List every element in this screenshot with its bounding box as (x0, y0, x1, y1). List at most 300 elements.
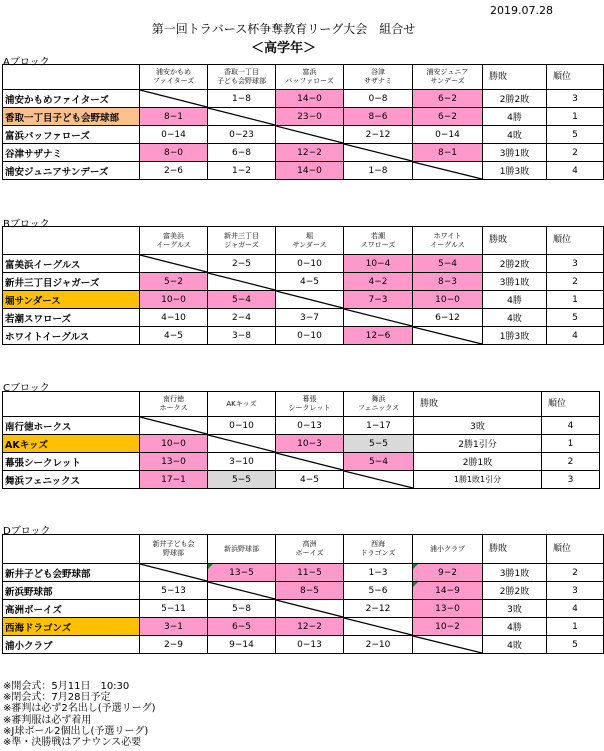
record-cell: 4勝 (483, 618, 547, 636)
block-c-label: Cブロック (3, 383, 50, 394)
score-cell (140, 291, 208, 309)
score-cell (208, 126, 276, 144)
rank-cell: 2 (547, 564, 604, 582)
score-text: 0−8 (368, 93, 388, 104)
score-cell (276, 144, 344, 162)
diagonal-line (208, 435, 275, 452)
record-cell: 2勝2敗 (483, 90, 547, 108)
score-text: 3−7 (300, 312, 319, 323)
score-cell (344, 126, 413, 144)
score-text: 10−3 (297, 438, 322, 449)
score-cell (208, 600, 276, 618)
diagonal-cell (413, 636, 483, 654)
score-cell (276, 90, 344, 108)
rank-cell: 1 (547, 618, 604, 636)
column-header: 幕張 シークレット (276, 392, 344, 417)
score-text: 2−10 (365, 639, 391, 650)
score-text: 0−10 (297, 330, 322, 341)
record-cell: 1勝1敗1引分 (414, 471, 542, 489)
note-line: ※J球ボール2個出し(予選リーグ) (3, 725, 149, 737)
table-row (3, 618, 604, 636)
record-cell: 2勝1引分 (414, 435, 542, 453)
table-row (3, 108, 604, 126)
score-text: 4−5 (300, 276, 319, 287)
score-cell (208, 309, 276, 327)
page-title: 第一回トラバース杯争奪教育リーグ大会 組合せ (151, 22, 416, 36)
team-name: 浦小クラブ (3, 636, 140, 654)
score-cell (344, 417, 414, 435)
score-cell (344, 636, 413, 654)
record-cell: 3敗 (483, 600, 547, 618)
page-subtitle: ＜高学年＞ (250, 41, 316, 56)
column-header: 新井三丁目 ジャガーズ (208, 227, 276, 255)
score-cell (344, 453, 414, 471)
score-text: 0−14 (161, 129, 186, 140)
table-row (3, 564, 604, 582)
table-row (3, 435, 600, 453)
diagonal-line (276, 453, 343, 470)
score-text: 10−4 (365, 258, 391, 269)
diagonal-line (140, 417, 207, 434)
rank-cell: 5 (547, 636, 604, 654)
record-header: 勝敗 (483, 65, 547, 90)
score-text: 4−5 (164, 330, 183, 341)
score-text: 8−3 (438, 276, 457, 287)
score-text: 5−8 (232, 603, 251, 614)
team-name: 新井子ども会野球部 (3, 564, 140, 582)
diagonal-cell (208, 273, 276, 291)
score-cell (140, 126, 208, 144)
score-cell (276, 471, 344, 489)
score-text: 1−8 (368, 165, 388, 176)
date-label: 2019.07.28 (490, 4, 553, 17)
score-text: 10−0 (161, 438, 186, 449)
score-cell (276, 108, 344, 126)
score-text: 5−11 (161, 603, 186, 614)
score-cell (413, 108, 483, 126)
rank-cell: 4 (547, 162, 604, 180)
score-cell (208, 162, 276, 180)
score-cell (140, 144, 208, 162)
score-text: 13−0 (435, 603, 460, 614)
diagonal-line (413, 327, 482, 344)
header-corner (3, 535, 140, 564)
block-b-label: Bブロック (3, 219, 50, 230)
diagonal-cell (140, 255, 208, 273)
score-cell (140, 327, 208, 345)
diagonal-cell (208, 108, 276, 126)
team-name: 西海ドラゴンズ (3, 618, 140, 636)
score-cell (208, 453, 276, 471)
rank-cell: 3 (547, 90, 604, 108)
score-text: 5−5 (232, 474, 251, 485)
score-cell (276, 636, 344, 654)
score-text: 4−2 (368, 276, 388, 287)
score-cell (276, 618, 344, 636)
column-header: 新井子ども会 野球部 (140, 535, 208, 564)
note-line: ※開会式：5月11日 10:30 (3, 681, 130, 692)
diagonal-cell (140, 417, 208, 435)
team-name: 新浜野球部 (3, 582, 140, 600)
diagonal-line (208, 582, 275, 599)
column-header: 谷津 サザナミ (344, 65, 413, 90)
score-text: 23−0 (297, 111, 322, 122)
score-cell (344, 291, 413, 309)
team-name: 南行徳ホークス (3, 417, 140, 435)
score-text: 2−12 (365, 603, 391, 614)
rank-cell: 1 (542, 435, 600, 453)
header-corner (3, 65, 140, 90)
score-text: 2−12 (365, 129, 391, 140)
record-cell: 4勝 (483, 108, 547, 126)
block-a-table (2, 64, 604, 180)
score-cell (140, 162, 208, 180)
diagonal-cell (344, 471, 414, 489)
block-d-label: Dブロック (3, 526, 51, 537)
table-row (3, 273, 604, 291)
score-text: 5−4 (369, 456, 388, 467)
score-cell (208, 327, 276, 345)
column-header: 浦安ジュニア サンデーズ (413, 65, 483, 90)
score-cell (344, 435, 414, 453)
score-cell (140, 582, 208, 600)
block-b-table (2, 226, 604, 345)
team-name: 幕張シークレット (3, 453, 140, 471)
team-name: 谷津サザナミ (3, 144, 140, 162)
column-header: 南行徳 ホークス (140, 392, 208, 417)
score-cell (276, 255, 344, 273)
score-text: 5−13 (161, 585, 186, 596)
column-header: 西海 ドラゴンズ (344, 535, 413, 564)
score-text: 10−0 (435, 294, 460, 305)
note-line: ※準・決勝戦はアナウンス必要 (3, 737, 142, 749)
score-text: 13−5 (229, 567, 254, 578)
score-text: 6−8 (232, 147, 251, 158)
team-name: 新井三丁目ジャガーズ (3, 273, 140, 291)
header-corner (3, 227, 140, 255)
score-cell (413, 582, 483, 600)
corner-mark (208, 564, 213, 569)
score-text: 1−2 (232, 165, 251, 176)
score-cell (208, 417, 276, 435)
score-cell (208, 636, 276, 654)
score-cell (344, 255, 413, 273)
score-text: 3−8 (232, 330, 251, 341)
score-text: 3−1 (164, 621, 183, 632)
score-cell (344, 108, 413, 126)
score-cell (276, 417, 344, 435)
score-text: 2−6 (164, 165, 183, 176)
rank-cell: 5 (547, 309, 604, 327)
column-header: 舞浜 フェニックス (344, 392, 414, 417)
diagonal-line (413, 636, 482, 653)
column-header: 新浜野球部 (208, 535, 276, 564)
note-line: ※審判服は必ず着用 (3, 714, 92, 726)
team-name: 富浜バッファローズ (3, 126, 140, 144)
rank-cell: 4 (547, 600, 604, 618)
diagonal-line (344, 309, 412, 326)
score-cell (140, 600, 208, 618)
column-header: 浦安かもめ ファイターズ (140, 65, 208, 90)
score-text: 0−10 (297, 258, 322, 269)
rank-header: 順位 (547, 65, 604, 90)
diagonal-cell (344, 618, 413, 636)
score-text: 6−5 (232, 621, 251, 632)
header-row (3, 535, 604, 564)
diagonal-line (140, 90, 207, 107)
diagonal-cell (276, 291, 344, 309)
record-cell: 4敗 (483, 126, 547, 144)
team-name: 舞浜フェニックス (3, 471, 140, 489)
table-row (3, 90, 604, 108)
table-row (3, 327, 604, 345)
score-text: 3−10 (229, 456, 254, 467)
table-row (3, 126, 604, 144)
record-header: 勝敗 (483, 227, 547, 255)
team-name: 浦安ジュニアサンデーズ (3, 162, 140, 180)
score-text: 8−6 (368, 111, 388, 122)
score-text: 4−10 (161, 312, 186, 323)
record-cell: 4勝 (483, 291, 547, 309)
record-cell: 2勝1敗 (414, 453, 542, 471)
header-row (3, 227, 604, 255)
rank-cell: 2 (542, 453, 600, 471)
score-cell (344, 327, 413, 345)
table-row (3, 582, 604, 600)
score-cell (276, 309, 344, 327)
score-cell (140, 471, 208, 489)
score-cell (413, 144, 483, 162)
column-header: 浦小クラブ (413, 535, 483, 564)
score-text: 5−5 (369, 438, 388, 449)
score-cell (344, 600, 413, 618)
score-cell (276, 582, 344, 600)
score-cell (140, 108, 208, 126)
rank-header: 順位 (542, 392, 600, 417)
score-text: 5−4 (232, 294, 251, 305)
note-line: ※閉会式：7月28日予定 (3, 692, 111, 704)
score-text: 8−1 (438, 147, 457, 158)
rank-cell: 3 (547, 582, 604, 600)
score-text: 8−0 (164, 147, 183, 158)
team-name: 堀サンダース (3, 291, 140, 309)
score-cell (344, 273, 413, 291)
score-cell (276, 327, 344, 345)
table-row (3, 417, 600, 435)
score-text: 8−1 (164, 111, 183, 122)
rank-cell: 3 (547, 255, 604, 273)
score-text: 12−6 (365, 330, 391, 341)
score-text: 14−9 (435, 585, 460, 596)
record-cell: 3勝1敗 (483, 144, 547, 162)
score-cell (140, 618, 208, 636)
score-text: 0−13 (297, 639, 322, 650)
score-cell (208, 90, 276, 108)
record-cell: 4敗 (483, 309, 547, 327)
table-row (3, 162, 604, 180)
diagonal-line (276, 291, 343, 308)
diagonal-cell (413, 162, 483, 180)
score-text: 0−14 (435, 129, 460, 140)
score-text: 13−0 (161, 456, 186, 467)
score-cell (208, 291, 276, 309)
diagonal-cell (276, 453, 344, 471)
score-cell (344, 162, 413, 180)
diagonal-line (344, 144, 412, 161)
diagonal-line (208, 108, 275, 125)
score-text: 10−2 (435, 621, 460, 632)
diagonal-cell (413, 327, 483, 345)
rank-cell: 2 (547, 144, 604, 162)
team-name: AKキッズ (3, 435, 140, 453)
record-cell: 1勝3敗 (483, 162, 547, 180)
score-cell (140, 453, 208, 471)
score-cell (276, 273, 344, 291)
score-text: 1−8 (232, 93, 251, 104)
score-text: 12−2 (297, 147, 322, 158)
column-header: AKキッズ (208, 392, 276, 417)
diagonal-cell (276, 600, 344, 618)
score-cell (413, 618, 483, 636)
rank-cell: 4 (547, 327, 604, 345)
column-header: 若潮 スワローズ (344, 227, 413, 255)
record-cell: 1勝3敗 (483, 327, 547, 345)
record-cell: 2勝2敗 (483, 582, 547, 600)
score-text: 5−6 (368, 585, 388, 596)
block-a-label: Aブロック (3, 57, 50, 68)
diagonal-cell (140, 564, 208, 582)
rank-cell: 5 (547, 126, 604, 144)
score-text: 0−13 (297, 420, 322, 431)
score-cell (413, 309, 483, 327)
header-row (3, 392, 600, 417)
score-cell (208, 471, 276, 489)
score-cell (208, 618, 276, 636)
score-cell (413, 273, 483, 291)
header-row (3, 65, 604, 90)
table-row (3, 291, 604, 309)
score-text: 6−12 (435, 312, 460, 323)
header-corner (3, 392, 140, 417)
rank-cell: 3 (542, 471, 600, 489)
score-text: 1−17 (366, 420, 391, 431)
score-cell (413, 255, 483, 273)
column-header: 堀 サンダース (276, 227, 344, 255)
score-text: 5−2 (164, 276, 183, 287)
corner-mark (413, 564, 418, 569)
score-cell (344, 582, 413, 600)
score-cell (208, 255, 276, 273)
team-name: 若潮スワローズ (3, 309, 140, 327)
score-cell (413, 291, 483, 309)
score-cell (208, 564, 276, 582)
score-text: 14−0 (297, 93, 322, 104)
team-name: 香取一丁目子ども会野球部 (3, 108, 140, 126)
record-cell: 3敗 (414, 417, 542, 435)
score-cell (140, 309, 208, 327)
score-text: 11−5 (297, 567, 322, 578)
rank-header: 順位 (547, 227, 604, 255)
diagonal-cell (344, 144, 413, 162)
score-text: 9−14 (229, 639, 254, 650)
record-cell: 2勝2敗 (483, 255, 547, 273)
diagonal-cell (140, 90, 208, 108)
record-cell: 3勝1敗 (483, 564, 547, 582)
record-cell: 3勝1敗 (483, 273, 547, 291)
record-header: 勝敗 (414, 392, 542, 417)
score-text: 9−2 (438, 567, 457, 578)
score-text: 7−3 (368, 294, 388, 305)
diagonal-line (208, 273, 275, 290)
table-row (3, 309, 604, 327)
diagonal-cell (276, 126, 344, 144)
score-cell (413, 90, 483, 108)
corner-mark (413, 582, 418, 587)
score-cell (413, 564, 483, 582)
score-cell (208, 144, 276, 162)
team-name: ホワイトイーグルス (3, 327, 140, 345)
score-text: 0−10 (229, 420, 254, 431)
score-text: 6−2 (438, 93, 457, 104)
team-name: 高洲ボーイズ (3, 600, 140, 618)
notes-list (3, 681, 156, 748)
rank-cell: 2 (547, 273, 604, 291)
score-text: 12−2 (297, 621, 322, 632)
score-text: 8−5 (300, 585, 319, 596)
diagonal-cell (208, 582, 276, 600)
column-header: 高洲 ボーイズ (276, 535, 344, 564)
table-row (3, 636, 604, 654)
score-cell (413, 600, 483, 618)
diagonal-cell (208, 435, 276, 453)
table-row (3, 144, 604, 162)
score-cell (140, 273, 208, 291)
score-text: 0−23 (229, 129, 254, 140)
column-header: 富浜 バッファローズ (276, 65, 344, 90)
block-d-table (2, 534, 604, 654)
score-cell (140, 435, 208, 453)
block-c-table (2, 391, 600, 489)
score-cell (344, 564, 413, 582)
rank-cell: 1 (547, 108, 604, 126)
score-cell (276, 162, 344, 180)
team-name: 浦安かもめファイターズ (3, 90, 140, 108)
score-text: 2−9 (164, 639, 183, 650)
score-text: 17−1 (161, 474, 186, 485)
score-cell (344, 90, 413, 108)
score-text: 10−0 (161, 294, 186, 305)
score-text: 5−4 (438, 258, 457, 269)
table-row (3, 600, 604, 618)
score-text: 4−5 (300, 474, 319, 485)
score-text: 6−2 (438, 111, 457, 122)
diagonal-line (413, 162, 482, 179)
rank-header: 順位 (547, 535, 604, 564)
diagonal-line (344, 618, 412, 635)
diagonal-line (276, 126, 343, 143)
score-text: 1−3 (368, 567, 388, 578)
column-header: 富美浜 イーグルス (140, 227, 208, 255)
score-text: 14−0 (297, 165, 322, 176)
table-row (3, 255, 604, 273)
score-cell (413, 126, 483, 144)
diagonal-line (344, 471, 413, 488)
score-cell (140, 636, 208, 654)
diagonal-cell (344, 309, 413, 327)
score-cell (276, 435, 344, 453)
record-cell: 4敗 (483, 636, 547, 654)
rank-cell: 4 (542, 417, 600, 435)
